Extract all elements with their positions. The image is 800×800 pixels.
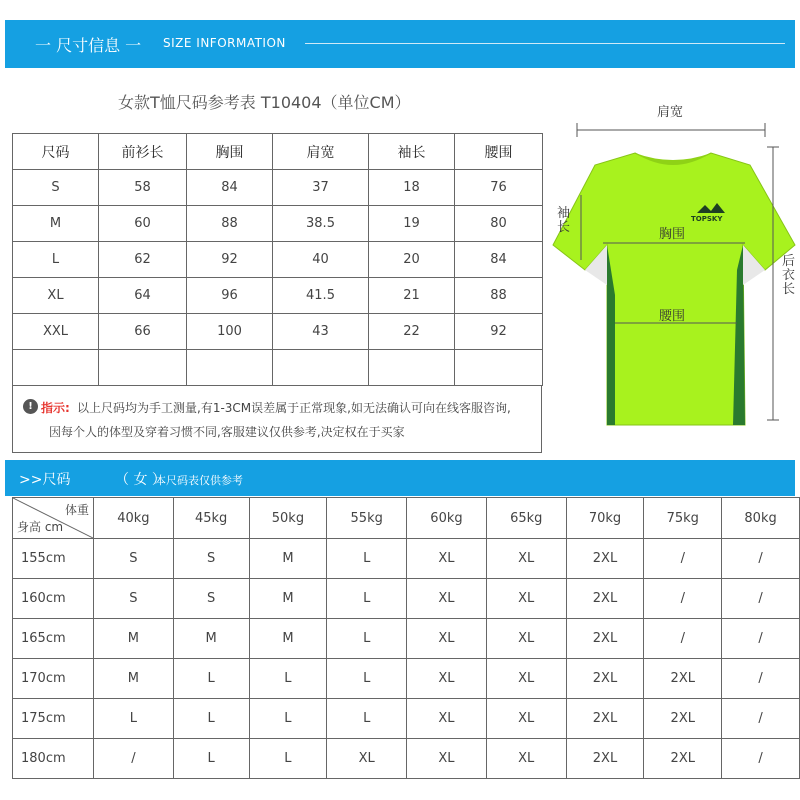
size-cell: S: [173, 539, 249, 579]
size-cell: L: [249, 699, 327, 739]
table-row: [13, 619, 800, 659]
size-cell: XL: [486, 659, 566, 699]
weight-header-cell: 40kg: [94, 498, 174, 539]
size-table-cell: 40: [273, 242, 369, 278]
size-cell: XL: [407, 539, 487, 579]
size-table-cell: 60: [99, 206, 187, 242]
size-cell: /: [644, 579, 722, 619]
table-row: [13, 699, 800, 739]
weight-header-cell: 45kg: [173, 498, 249, 539]
size-table-cell: 64: [99, 278, 187, 314]
size-cell: /: [644, 539, 722, 579]
banner-subtitle: SIZE INFORMATION: [163, 36, 286, 50]
weight-height-table: [12, 497, 800, 779]
size-table-title: 女款T恤尺码参考表 T10404（单位CM）: [118, 93, 411, 112]
size-table: [12, 133, 543, 386]
table-row: [13, 314, 543, 350]
weight-header-cell: 50kg: [249, 498, 327, 539]
weight-header-cell: 65kg: [486, 498, 566, 539]
weight-header-cell: 80kg: [722, 498, 800, 539]
size-table-cell: 43: [273, 314, 369, 350]
size-table-header-cell: 前衫长: [99, 134, 187, 170]
corner-diagonal: [13, 498, 93, 538]
size-table-header-cell: 袖长: [369, 134, 455, 170]
size-table-cell: 76: [455, 170, 543, 206]
size-table-header-cell: 尺码: [13, 134, 99, 170]
size-cell: 2XL: [644, 739, 722, 779]
size-cell: L: [249, 739, 327, 779]
size-cell: XL: [407, 619, 487, 659]
size-cell: S: [94, 539, 174, 579]
size-cell: L: [173, 739, 249, 779]
height-label-cell: 175cm: [13, 699, 94, 739]
size-cell: XL: [407, 739, 487, 779]
tshirt-measurement-figure: [545, 95, 800, 435]
table-row: [13, 242, 543, 278]
size-table-cell: [99, 350, 187, 386]
sleeve-label: 袖长: [557, 206, 571, 235]
size-cell: M: [249, 539, 327, 579]
size-guide-gender: （ 女 ）: [115, 472, 166, 488]
size-cell: L: [327, 619, 407, 659]
table-row: [13, 539, 800, 579]
tshirt-illustration: [545, 95, 800, 435]
size-cell: M: [94, 619, 174, 659]
size-cell: 2XL: [566, 659, 644, 699]
size-cell: S: [94, 579, 174, 619]
height-label-cell: 160cm: [13, 579, 94, 619]
note-line-2: 因每个人的体型及穿着习惯不同,客服建议仅供参考,决定权在于买家: [49, 425, 405, 439]
size-table-cell: 41.5: [273, 278, 369, 314]
size-cell: XL: [486, 579, 566, 619]
size-cell: 2XL: [566, 619, 644, 659]
corner-cell: [13, 498, 94, 539]
size-cell: M: [94, 659, 174, 699]
weight-header-cell: 70kg: [566, 498, 644, 539]
table-row: [13, 350, 543, 386]
height-label-cell: 170cm: [13, 659, 94, 699]
size-table-cell: [13, 350, 99, 386]
height-label-cell: 165cm: [13, 619, 94, 659]
size-table-cell: [187, 350, 273, 386]
size-cell: /: [644, 619, 722, 659]
size-cell: 2XL: [566, 699, 644, 739]
table-row: [13, 579, 800, 619]
size-cell: /: [722, 579, 800, 619]
size-cell: /: [94, 739, 174, 779]
table-row: [13, 206, 543, 242]
banner-title: 一 尺寸信息 一: [35, 36, 142, 55]
size-table-cell: 92: [187, 242, 273, 278]
size-table-header-cell: 腰围: [455, 134, 543, 170]
size-table-cell: 19: [369, 206, 455, 242]
size-cell: XL: [486, 539, 566, 579]
size-table-cell: 84: [187, 170, 273, 206]
size-cell: L: [94, 699, 174, 739]
size-table-cell: L: [13, 242, 99, 278]
size-cell: L: [327, 539, 407, 579]
size-table-cell: M: [13, 206, 99, 242]
size-cell: 2XL: [566, 579, 644, 619]
note-label: 指示:: [41, 401, 70, 415]
note-box: [12, 385, 542, 453]
brand-logo: TOPSKY: [691, 215, 723, 223]
corner-height-label: 身高 cm: [17, 520, 64, 534]
size-table-header-cell: 肩宽: [273, 134, 369, 170]
size-cell: XL: [407, 659, 487, 699]
size-table-cell: 37: [273, 170, 369, 206]
size-table-cell: [455, 350, 543, 386]
size-cell: M: [249, 619, 327, 659]
size-table-cell: [273, 350, 369, 386]
size-cell: 2XL: [566, 539, 644, 579]
size-table-header: [13, 134, 543, 170]
size-cell: L: [173, 659, 249, 699]
size-table-cell: S: [13, 170, 99, 206]
size-cell: L: [249, 659, 327, 699]
height-label-cell: 180cm: [13, 739, 94, 779]
size-table-cell: 96: [187, 278, 273, 314]
size-table-cell: 20: [369, 242, 455, 278]
size-table-cell: 84: [455, 242, 543, 278]
size-table-cell: [369, 350, 455, 386]
size-table-cell: XL: [13, 278, 99, 314]
size-table-cell: 58: [99, 170, 187, 206]
size-table-cell: 18: [369, 170, 455, 206]
banner-divider-line: [305, 43, 785, 44]
shoulder-label: 肩宽: [657, 105, 684, 120]
size-cell: XL: [486, 619, 566, 659]
size-cell: /: [722, 619, 800, 659]
chest-label: 胸围: [659, 227, 686, 242]
size-cell: M: [173, 619, 249, 659]
weight-header-cell: 55kg: [327, 498, 407, 539]
size-table-cell: 21: [369, 278, 455, 314]
size-cell: 2XL: [644, 659, 722, 699]
size-table-cell: 88: [187, 206, 273, 242]
size-guide-prefix: >>尺码: [19, 472, 71, 488]
size-cell: XL: [327, 739, 407, 779]
size-table-cell: 66: [99, 314, 187, 350]
note-line-1: 以上尺码均为手工测量,有1-3CM误差属于正常现象,如无法确认可向在线客服咨询,: [77, 401, 511, 415]
banner-bar: [5, 20, 795, 68]
size-table-cell: 88: [455, 278, 543, 314]
top-banner: [0, 0, 800, 88]
exclamation-icon: !: [23, 399, 38, 414]
waist-label: 腰围: [659, 309, 686, 324]
weight-height-header: [13, 498, 800, 539]
size-cell: /: [722, 739, 800, 779]
size-table-cell: 80: [455, 206, 543, 242]
size-table-cell: 22: [369, 314, 455, 350]
size-cell: XL: [407, 579, 487, 619]
weight-header-cell: 60kg: [407, 498, 487, 539]
table-row: [13, 278, 543, 314]
weight-header-cell: 75kg: [644, 498, 722, 539]
size-cell: L: [173, 699, 249, 739]
size-cell: XL: [407, 699, 487, 739]
size-cell: 2XL: [644, 699, 722, 739]
size-cell: /: [722, 699, 800, 739]
size-table-header-cell: 胸围: [187, 134, 273, 170]
back-length-label: 后衣长: [782, 254, 796, 297]
size-cell: XL: [486, 739, 566, 779]
size-table-cell: 100: [187, 314, 273, 350]
table-row: [13, 739, 800, 779]
size-guide-note: 本尺码表仅供参考: [155, 474, 243, 487]
size-cell: M: [249, 579, 327, 619]
size-cell: /: [722, 539, 800, 579]
size-cell: L: [327, 699, 407, 739]
size-table-cell: XXL: [13, 314, 99, 350]
size-cell: L: [327, 579, 407, 619]
size-cell: L: [327, 659, 407, 699]
size-cell: /: [722, 659, 800, 699]
size-cell: S: [173, 579, 249, 619]
size-table-cell: 62: [99, 242, 187, 278]
size-table-cell: 38.5: [273, 206, 369, 242]
size-guide-bar: [5, 460, 795, 496]
corner-weight-label: 体重: [64, 503, 89, 517]
size-table-cell: 92: [455, 314, 543, 350]
table-row: [13, 170, 543, 206]
size-cell: XL: [486, 699, 566, 739]
height-label-cell: 155cm: [13, 539, 94, 579]
table-row: [13, 659, 800, 699]
size-cell: 2XL: [566, 739, 644, 779]
